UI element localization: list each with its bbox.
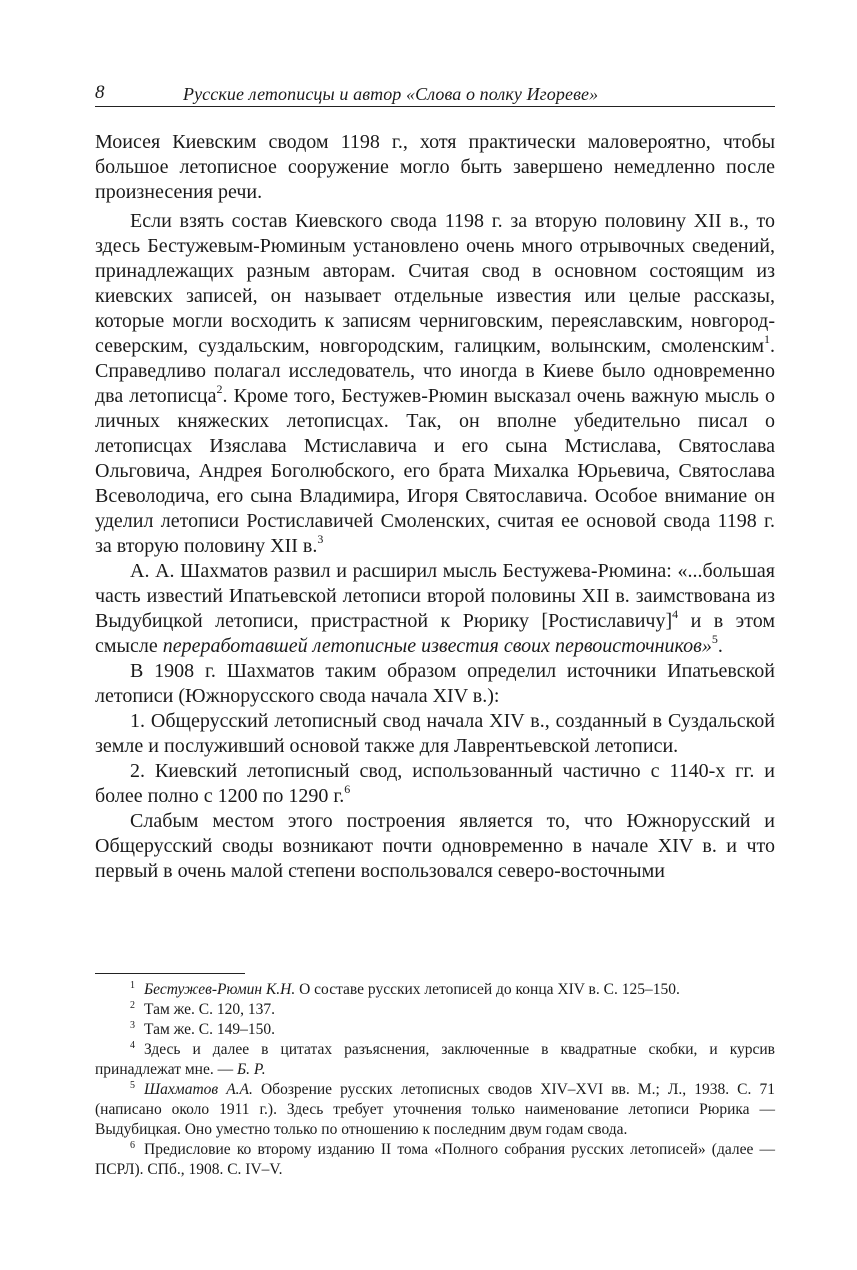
paragraph-2: Если взять состав Киевского свода 1198 г. за вторую половину XII в., то здесь Бестужевым-Рюминым установлено очень много отрывочных сведений, принадлежащих разным авторам. Считая свод в основном состоящим из киевских записей, он называет отдельные известия или целые рассказы, которые могли восходить к записям черниговским, переяславским, новгород-северским, суздальским, новгородским, галицким, волынским, смоленским$^1$. Справедливо полагал исследователь, что иногда в Киеве было одновременно два летописца$^2$. Кроме того, Бестужев-Рюмин высказал очень важную мысль о личных княжеских летописцах. Так, он вполне убедительно писал о летописцах Изяслава Мстиславича и его сына Мстислава, Святослава Ольговича, Андрея Боголюбского, его брата Михалка Юрьевича, Святослава Всеволодича, его сына Владимира, Игоря Святославича. Особое внимание он уделил летописи Ростиславичей Смоленских, считая ее основой свода 1198 г. за вторую половину XII в.$^3$: [95, 210, 775, 557]
footnote-ref-3[interactable]: 3: [317, 532, 324, 547]
footnote-separator: [95, 973, 245, 974]
paragraph-1: Моисея Киевским сводом 1198 г., хотя практически маловероятно, чтобы большое летописное сооружение могло быть завершено немедленно после произнесения речи.: [95, 131, 775, 203]
footnote-ref-2[interactable]: 2: [216, 382, 223, 397]
italic-quote: переработавшей летописные известия своих первоисточников»: [162, 635, 712, 657]
footnote-6: $^6$ Предисловие ко второму изданию II тома «Полного собрания русских летописей» (далее — ПСРЛ). СПб., 1908. С. IV–V.: [95, 1139, 775, 1178]
footnotes: [95, 980, 775, 1180]
footnote-ref-6[interactable]: 6: [344, 782, 351, 797]
footnote-ref-4[interactable]: 4: [672, 607, 679, 622]
footnote-4: $^4$ Здесь и далее в цитатах разъяснения, заключенные в квадратные скобки, и курсив принадлежат мне. — Б. Р.: [95, 1039, 775, 1078]
running-title: Русские летописцы и автор «Слова о полку Игореве»: [183, 84, 599, 104]
paragraph-5: Слабым местом этого построения является то, что Южнорусский и Общерусский своды возникают почти одновременно в начале XIV в. и что первый в очень малой степени воспользовался северо-восточными: [95, 810, 775, 882]
footnote-ref-1[interactable]: 1: [764, 332, 770, 347]
footnote-ref-5[interactable]: 5: [711, 632, 718, 647]
paragraph-4: В 1908 г. Шахматов таким образом определил источники Ипатьевской летописи (Южнорусского свода начала XIV в.):: [95, 660, 775, 707]
paragraph-3: А. А. Шахматов развил и расширил мысль Бестужева-Рюмина: «...большая часть известий Ипатьевской летописи второй половины XII в. заимствована из Выдубицкой летописи, пристрастной к Рюрику [Ростиславичу]$^4$ и в этом смысле переработавшей летописные известия своих первоисточников»$^5$.: [95, 560, 775, 657]
footnote-3: $^3$ Там же. С. 149–150.: [130, 1019, 275, 1038]
page-number: 8: [95, 82, 105, 103]
footnote-5: $^5$ Шахматов А.А. Обозрение русских летописных сводов XIV–XVI вв. М.; Л., 1938. С. 71 (написано около 1911 г.). Здесь требует уточнения только наименование летописи Рюрика — Выдубицкая. Оно уместно только по отношению к последним двум годам свода.: [95, 1079, 775, 1138]
list-item-1: 1. Общерусский летописный свод начала XIV в., созданный в Суздальской земле и послуживший основой также для Лаврентьевской летописи.: [95, 710, 775, 757]
footnote-2: $^2$ Там же. С. 120, 137.: [130, 999, 275, 1018]
running-header: [95, 82, 775, 107]
list-item-2: 2. Киевский летописный свод, использованный частично с 1140-х гг. и более полно с 1200 по 1290 г.$^6$: [95, 760, 775, 807]
main-text: [95, 130, 775, 884]
footnote-1: $^1$ Бестужев-Рюмин К.Н. О составе русских летописей до конца XIV в. С. 125–150.: [130, 979, 680, 998]
